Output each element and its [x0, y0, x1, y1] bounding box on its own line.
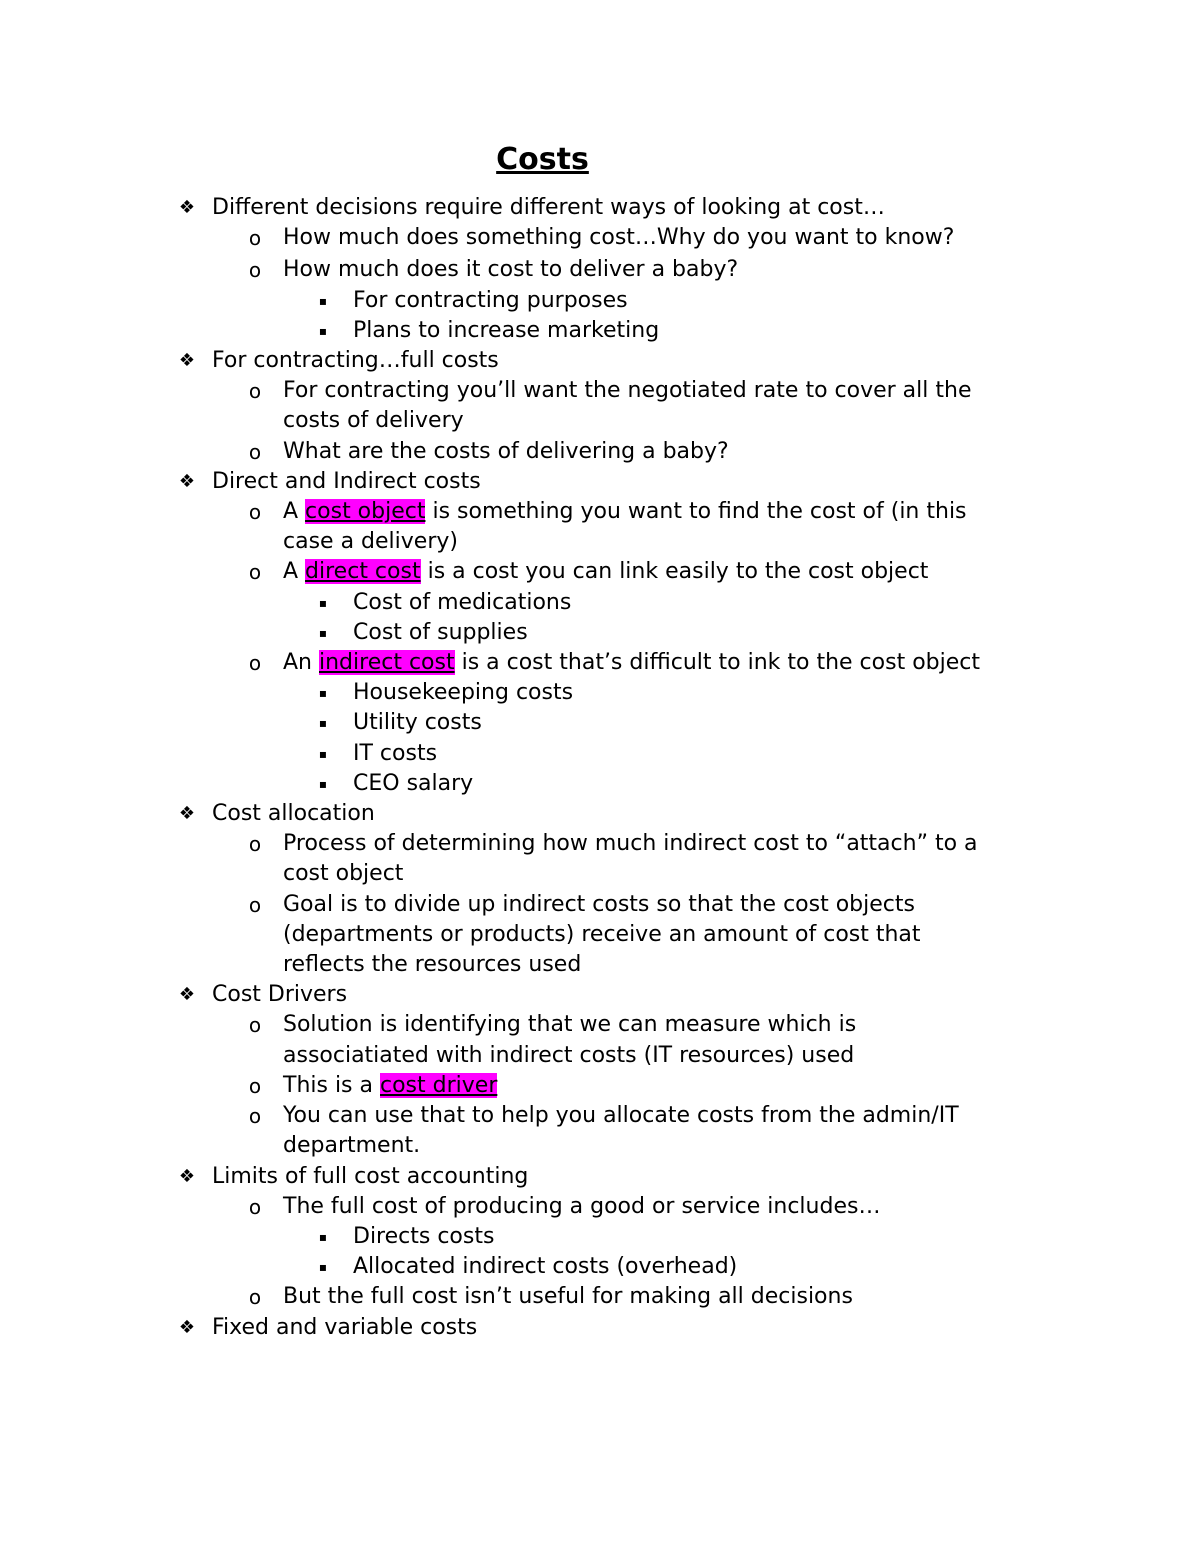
highlighted-term: direct cost [305, 559, 421, 585]
diamond-bullet-icon: ❖ [178, 350, 196, 372]
list-item-text: case a delivery) [283, 529, 458, 555]
highlighted-term: indirect cost [319, 650, 455, 676]
list-item-text: is something you want to find the cost of (in this [425, 499, 967, 525]
list-item [0, 678, 1200, 708]
list-item-text: IT costs [353, 740, 438, 766]
square-bullet-icon: ▪ [318, 595, 328, 610]
list-item-continuation [0, 1131, 1200, 1161]
diamond-bullet-icon: ❖ [178, 984, 196, 1006]
list-item [0, 829, 1200, 859]
list-item-text: Limits of full cost accounting [212, 1163, 529, 1189]
list-item-text: How much does something cost…Why do you want to know? [283, 225, 955, 251]
circle-bullet-icon: o [248, 379, 262, 404]
list-item-text: An [283, 650, 319, 676]
list-item [0, 588, 1200, 618]
list-item-text: is a cost that’s difficult to ink to the cost object [454, 650, 980, 676]
list-item [0, 286, 1200, 316]
square-bullet-icon: ▪ [318, 323, 328, 338]
list-item-continuation [0, 920, 1200, 950]
list-item-text: Cost of medications [353, 589, 572, 615]
circle-bullet-icon: o [248, 226, 262, 251]
list-item [0, 1162, 1200, 1192]
list-item [0, 193, 1200, 223]
list-item [0, 346, 1200, 376]
list-item-text: Goal is to divide up indirect costs so that the cost objects [283, 891, 915, 917]
list-item [0, 739, 1200, 769]
list-item [0, 1313, 1200, 1343]
list-item [0, 1071, 1200, 1101]
list-item-text: CEO salary [353, 770, 474, 796]
list-item [0, 708, 1200, 738]
list-item [0, 1222, 1200, 1252]
list-item [0, 1252, 1200, 1282]
list-item [0, 618, 1200, 648]
square-bullet-icon: ▪ [318, 1229, 328, 1244]
list-item-continuation [0, 859, 1200, 889]
list-item-text: department. [283, 1133, 421, 1159]
list-item [0, 769, 1200, 799]
circle-bullet-icon: o [248, 1013, 262, 1038]
square-bullet-icon: ▪ [318, 746, 328, 761]
diamond-bullet-icon: ❖ [178, 470, 196, 492]
circle-bullet-icon: o [248, 500, 262, 525]
list-item-text: A [283, 499, 306, 525]
list-item-continuation [0, 406, 1200, 436]
list-item-text: How much does it cost to deliver a baby? [283, 257, 739, 283]
diamond-bullet-icon: ❖ [178, 1165, 196, 1187]
circle-bullet-icon: o [248, 1285, 262, 1310]
list-item-text: A [283, 559, 306, 585]
list-item-continuation [0, 527, 1200, 557]
square-bullet-icon: ▪ [318, 686, 328, 701]
list-item [0, 497, 1200, 527]
list-item-text: You can use that to help you allocate costs from the admin/IT [283, 1103, 959, 1129]
list-item [0, 223, 1200, 253]
list-item-text: Fixed and variable costs [212, 1314, 478, 1340]
square-bullet-icon: ▪ [318, 625, 328, 640]
list-item [0, 890, 1200, 920]
list-item [0, 1101, 1200, 1131]
list-item-text: costs of delivery [283, 408, 464, 434]
square-bullet-icon: ▪ [318, 776, 328, 791]
list-item-text: Allocated indirect costs (overhead) [353, 1254, 738, 1280]
square-bullet-icon: ▪ [318, 1260, 328, 1275]
outline-list [0, 193, 1200, 1343]
list-item-text: Different decisions require different ways of looking at cost… [212, 195, 885, 220]
list-item-text: reflects the resources used [283, 952, 582, 978]
diamond-bullet-icon: ❖ [178, 1316, 196, 1338]
list-item-text: Directs costs [353, 1223, 495, 1249]
list-item-text: Utility costs [353, 710, 482, 736]
diamond-bullet-icon: ❖ [178, 197, 196, 218]
list-item-text: This is a [283, 1072, 380, 1098]
list-item-text: For contracting you’ll want the negotiated rate to cover all the [283, 378, 972, 404]
diamond-bullet-icon: ❖ [178, 803, 196, 825]
list-item-text: Cost Drivers [212, 982, 348, 1008]
circle-bullet-icon: o [248, 560, 262, 585]
list-item [0, 376, 1200, 406]
circle-bullet-icon: o [248, 1194, 262, 1219]
list-item [0, 557, 1200, 587]
list-item [0, 316, 1200, 346]
highlighted-term: cost driver [380, 1072, 498, 1098]
highlighted-term: cost object [305, 499, 426, 525]
list-item [0, 1282, 1200, 1312]
list-item-text: associatiated with indirect costs (IT resources) used [283, 1042, 855, 1068]
list-item [0, 1192, 1200, 1222]
circle-bullet-icon: o [248, 832, 262, 857]
list-item-text: Cost of supplies [353, 619, 528, 645]
list-item [0, 648, 1200, 678]
list-item-continuation [0, 1041, 1200, 1071]
list-item [0, 467, 1200, 497]
list-item-text: cost object [283, 861, 404, 887]
square-bullet-icon: ▪ [318, 293, 328, 308]
list-item [0, 1010, 1200, 1040]
list-item-text: The full cost of producing a good or service includes… [283, 1193, 881, 1219]
circle-bullet-icon: o [248, 1104, 262, 1129]
list-item-text: Cost allocation [212, 801, 375, 827]
list-item [0, 980, 1200, 1010]
list-item-text: Housekeeping costs [353, 680, 574, 706]
list-item-text: What are the costs of delivering a baby? [283, 438, 729, 464]
list-item-text: For contracting purposes [353, 287, 628, 313]
circle-bullet-icon: o [248, 892, 262, 917]
list-item-text: (departments or products) receive an amount of cost that [283, 921, 921, 947]
list-item-text: is a cost you can link easily to the cost object [420, 559, 929, 585]
square-bullet-icon: ▪ [318, 716, 328, 731]
circle-bullet-icon: o [248, 258, 262, 283]
list-item-text: For contracting…full costs [212, 348, 499, 374]
circle-bullet-icon: o [248, 1073, 262, 1098]
circle-bullet-icon: o [248, 439, 262, 464]
list-item-text: Plans to increase marketing [353, 317, 660, 343]
list-item [0, 437, 1200, 467]
list-item [0, 255, 1200, 285]
list-item-text: Solution is identifying that we can measure which is [283, 1012, 857, 1038]
page-title: Costs [496, 142, 589, 177]
circle-bullet-icon: o [248, 651, 262, 676]
list-item-text: But the full cost isn’t useful for making all decisions [283, 1284, 853, 1310]
list-item-text: Direct and Indirect costs [212, 468, 481, 494]
list-item [0, 799, 1200, 829]
list-item-continuation [0, 950, 1200, 980]
list-item-text: Process of determining how much indirect cost to “attach” to a [283, 831, 978, 857]
